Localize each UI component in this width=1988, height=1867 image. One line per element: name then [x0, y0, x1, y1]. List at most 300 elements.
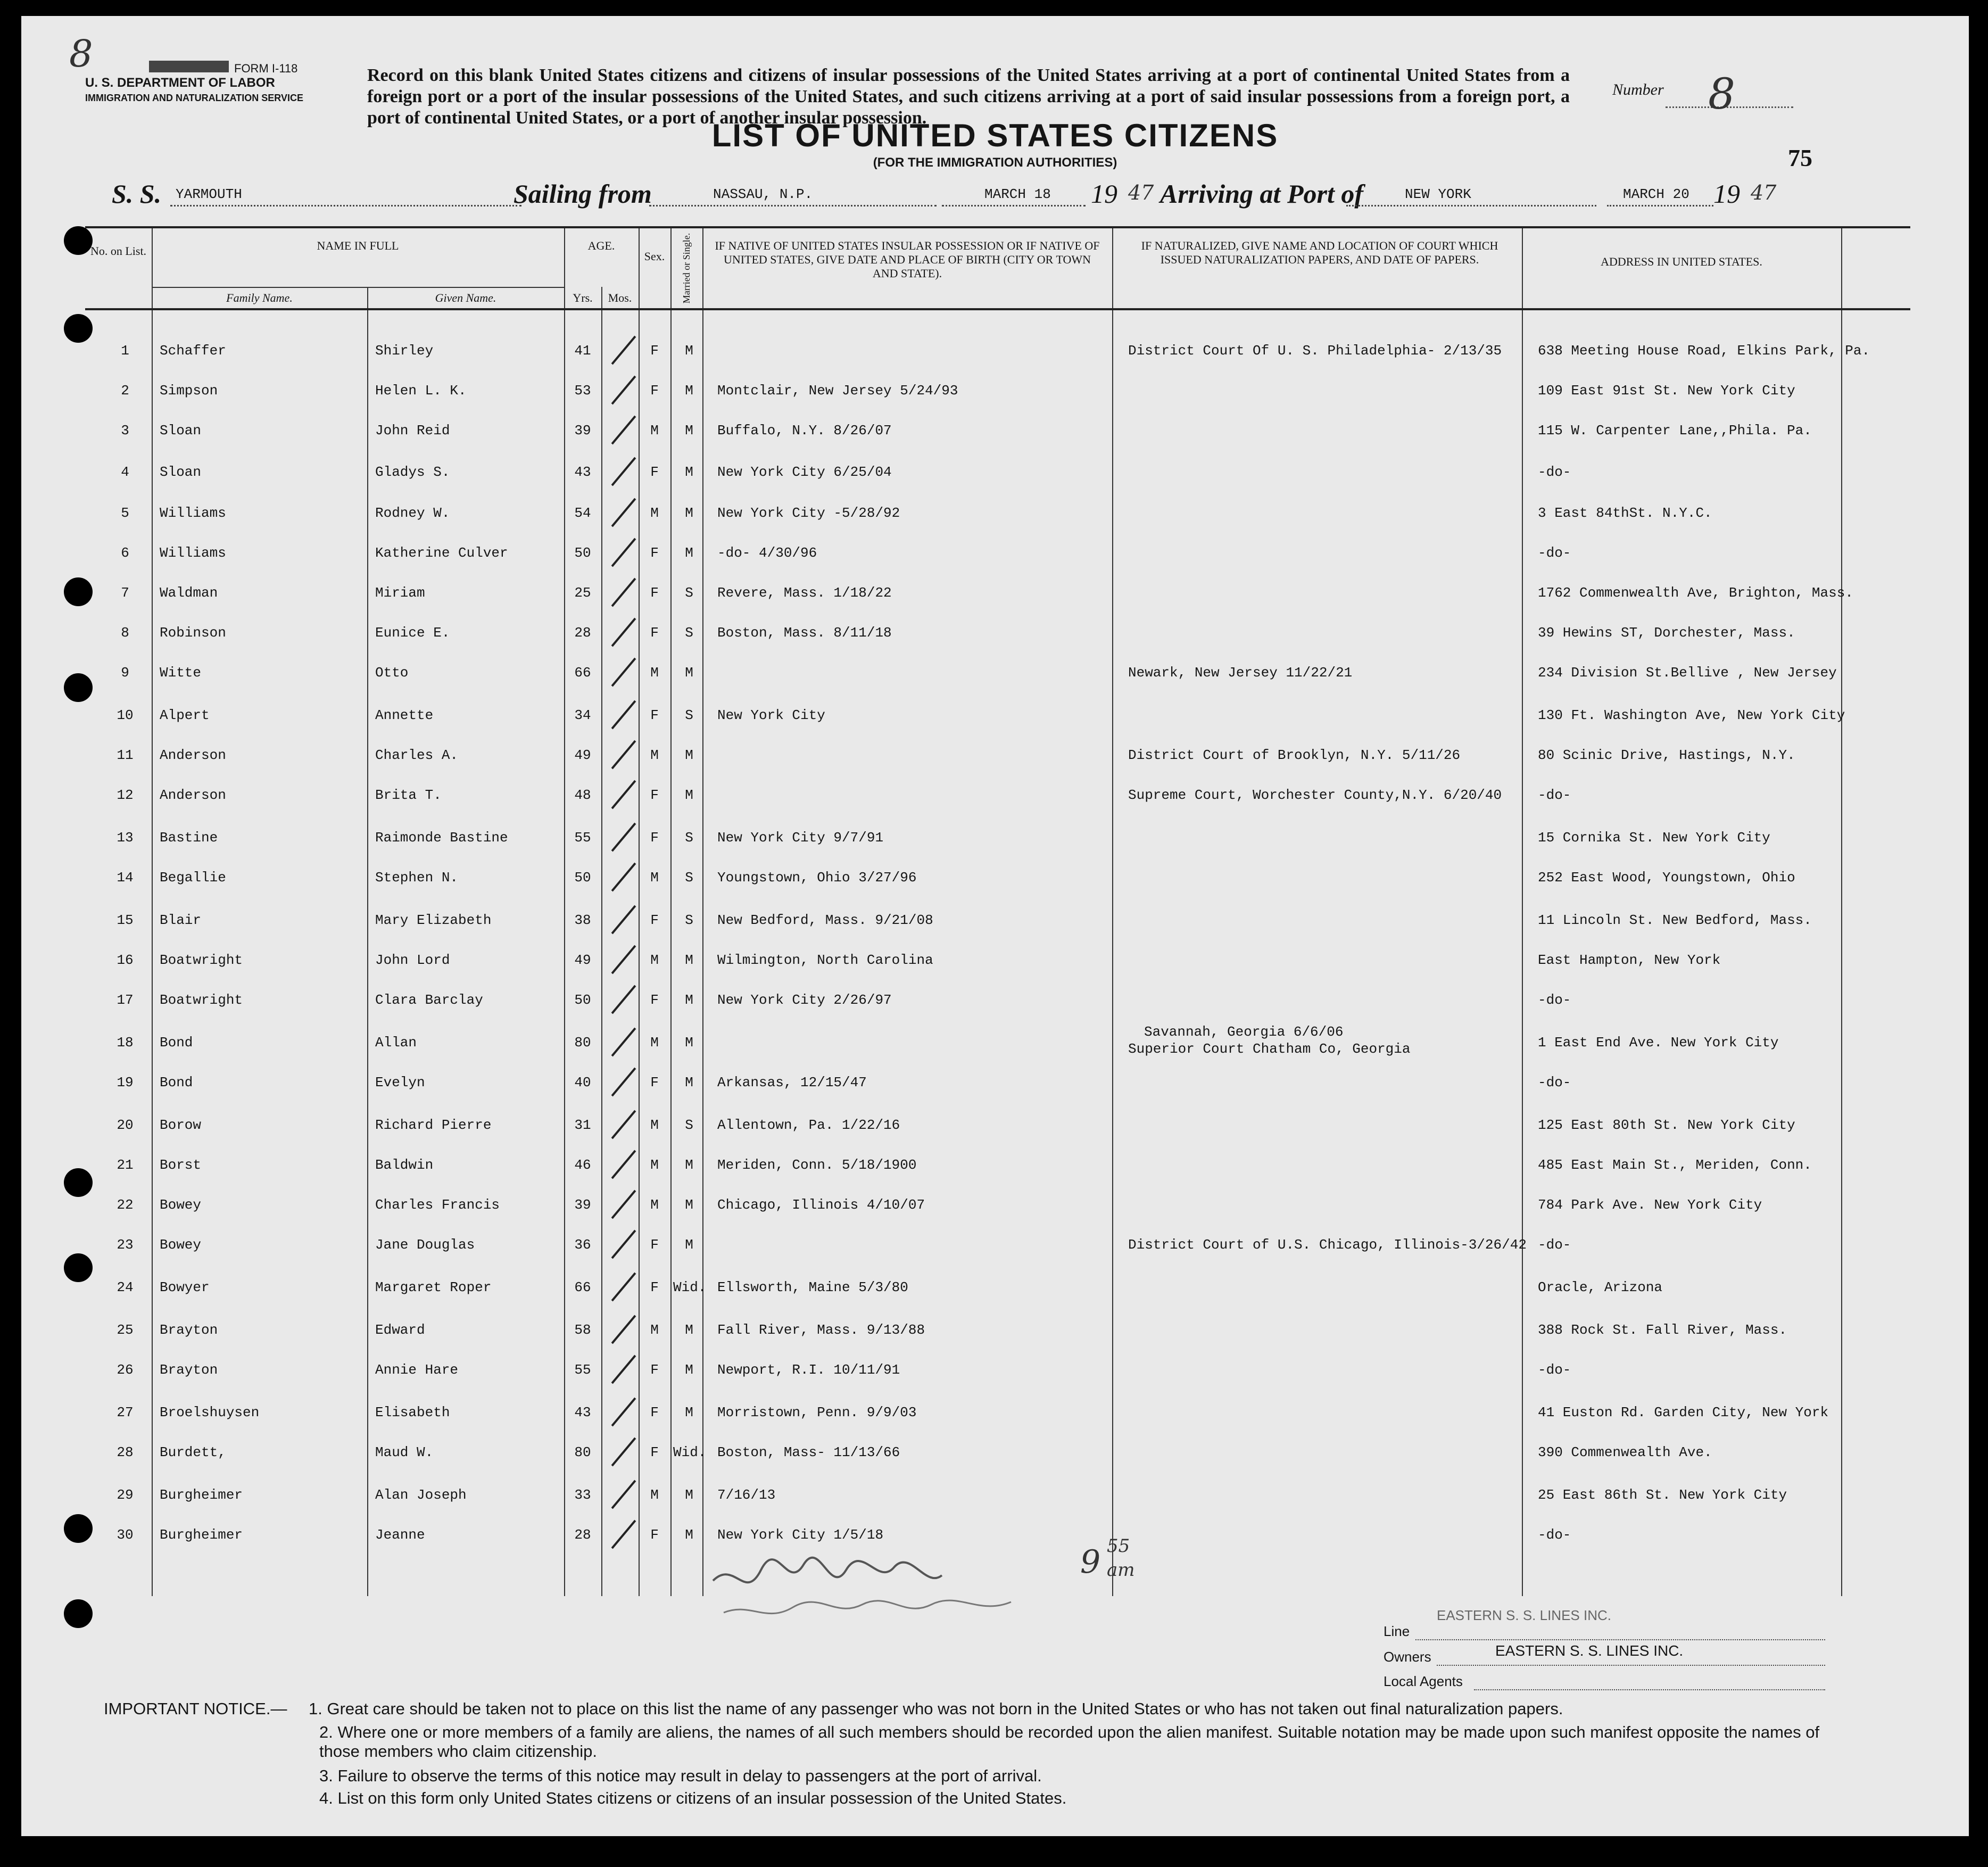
row-address: 252 East Wood, Youngstown, Ohio — [1538, 870, 1795, 886]
row-given-name: Richard Pierre — [375, 1117, 492, 1133]
row-address: 109 East 91st St. New York City — [1538, 383, 1795, 399]
row-marital-status: M — [685, 1527, 693, 1543]
row-family-name: Bond — [160, 1035, 193, 1051]
row-marital-status: M — [685, 1197, 693, 1213]
row-sex: F — [650, 585, 659, 601]
row-birthplace: -do- 4/30/96 — [717, 545, 817, 561]
row-given-name: Brita T. — [375, 787, 442, 803]
check-slash — [611, 863, 636, 892]
row-birthplace: Chicago, Illinois 4/10/07 — [717, 1197, 925, 1213]
row-marital-status: M — [685, 992, 693, 1008]
row-birthplace: New York City 6/25/04 — [717, 464, 892, 480]
check-slash — [611, 1438, 636, 1467]
passenger-table — [85, 226, 1910, 1596]
row-family-name: Anderson — [160, 747, 226, 763]
row-age-years: 39 — [574, 1197, 591, 1213]
row-marital-status: M — [685, 1487, 693, 1503]
row-address: East Hampton, New York — [1538, 952, 1721, 968]
punch-hole — [64, 1168, 93, 1197]
row-sex: M — [650, 1322, 659, 1338]
row-address: 390 Commenwealth Ave. — [1538, 1444, 1712, 1460]
sail-year-prefix: 19 — [1091, 179, 1117, 209]
line-value: EASTERN S. S. LINES INC. — [1437, 1607, 1611, 1623]
line-rule — [1415, 1639, 1825, 1640]
header-name-in-full: NAME IN FULL — [317, 239, 399, 252]
row-address: 3 East 84thSt. N.Y.C. — [1538, 505, 1712, 521]
row-marital-status: S — [685, 1117, 693, 1133]
punch-hole — [64, 226, 93, 255]
row-age-years: 66 — [574, 1279, 591, 1295]
row-given-name: Gladys S. — [375, 464, 450, 480]
row-given-name: Allan — [375, 1035, 417, 1051]
row-age-years: 80 — [574, 1035, 591, 1051]
row-marital-status: M — [685, 423, 693, 439]
row-age-years: 53 — [574, 383, 591, 399]
row-address: -do- — [1538, 787, 1571, 803]
row-sex: F — [650, 625, 659, 641]
row-given-name: Elisabeth — [375, 1405, 450, 1420]
row-number: 30 — [117, 1527, 134, 1543]
row-marital-status: S — [685, 625, 693, 641]
row-given-name: Miriam — [375, 585, 425, 601]
row-marital-status: M — [685, 464, 693, 480]
row-family-name: Anderson — [160, 787, 226, 803]
row-number: 5 — [121, 505, 129, 521]
row-family-name: Sloan — [160, 423, 202, 439]
check-slash — [611, 740, 636, 770]
row-family-name: Boatwright — [160, 952, 243, 968]
row-birthplace: New Bedford, Mass. 9/21/08 — [717, 912, 933, 928]
row-birthplace: New York City 2/26/97 — [717, 992, 892, 1008]
row-address: 1 East End Ave. New York City — [1538, 1035, 1779, 1051]
row-address: 25 East 86th St. New York City — [1538, 1487, 1787, 1503]
row-address: -do- — [1538, 1075, 1571, 1091]
check-slash — [611, 1068, 636, 1097]
row-given-name: Charles A. — [375, 747, 459, 763]
check-slash — [611, 1355, 636, 1384]
row-number: 7 — [121, 585, 129, 601]
row-number: 3 — [121, 423, 129, 439]
arrive-date-line — [1607, 205, 1713, 206]
ship-line — [170, 205, 521, 206]
check-slash — [611, 1150, 636, 1179]
row-sex: F — [650, 707, 659, 723]
row-number: 22 — [117, 1197, 134, 1213]
notice-heading: IMPORTANT NOTICE.— — [104, 1699, 287, 1718]
header-yrs: Yrs. — [573, 291, 593, 304]
row-address: 125 East 80th St. New York City — [1538, 1117, 1795, 1133]
check-slash — [611, 538, 636, 567]
service-name: IMMIGRATION AND NATURALIZATION SERVICE — [85, 93, 303, 103]
row-family-name: Burdett, — [160, 1444, 226, 1460]
row-age-years: 66 — [574, 665, 591, 681]
sailing-label: Sailing from — [513, 179, 652, 209]
row-sex: M — [650, 1197, 659, 1213]
punch-hole — [64, 314, 93, 343]
row-age-years: 28 — [574, 625, 591, 641]
row-address: 115 W. Carpenter Lane,,Phila. Pa. — [1538, 423, 1812, 439]
check-slash — [611, 336, 636, 365]
check-slash — [611, 1190, 636, 1219]
row-family-name: Williams — [160, 505, 226, 521]
arrive-year: 47 — [1751, 181, 1777, 204]
record-note: Record on this blank United States citizens and citizens of insular possessions of the United States arriving at a port of continental United States from a foreign port or a port of the insular possessions of the United States, and such citizens arriving at a port of said insular possessions from a foreign port, a port of continental United States, or a port of another insular possession. — [367, 65, 1570, 128]
row-naturalization: Newark, New Jersey 11/22/21 — [1128, 665, 1353, 681]
sail-year: 47 — [1128, 181, 1154, 204]
row-birthplace: Boston, Mass. 8/11/18 — [717, 625, 892, 641]
row-family-name: Boatwright — [160, 992, 243, 1008]
row-family-name: Blair — [160, 912, 202, 928]
form-code: FORM I-118 — [234, 62, 298, 75]
row-age-years: 43 — [574, 464, 591, 480]
row-number: 26 — [117, 1362, 134, 1378]
row-birthplace: Allentown, Pa. 1/22/16 — [717, 1117, 900, 1133]
row-birthplace: Revere, Mass. 1/18/22 — [717, 585, 892, 601]
row-age-years: 43 — [574, 1405, 591, 1420]
row-family-name: Begallie — [160, 870, 226, 886]
row-birthplace: New York City -5/28/92 — [717, 505, 900, 521]
row-family-name: Brayton — [160, 1322, 218, 1338]
row-birthplace: Buffalo, N.Y. 8/26/07 — [717, 423, 892, 439]
row-given-name: Katherine Culver — [375, 545, 508, 561]
row-sex: M — [650, 1157, 659, 1173]
row-marital-status: M — [685, 1075, 693, 1091]
row-given-name: John Reid — [375, 423, 450, 439]
row-number: 11 — [117, 747, 134, 763]
row-family-name: Brayton — [160, 1362, 218, 1378]
row-number: 6 — [121, 545, 129, 561]
row-sex: F — [650, 1237, 659, 1253]
check-slash — [611, 1230, 636, 1259]
punch-hole — [64, 1599, 93, 1628]
check-slash — [611, 1028, 636, 1057]
row-number: 28 — [117, 1444, 134, 1460]
row-age-years: 39 — [574, 423, 591, 439]
owners-rule — [1437, 1665, 1825, 1666]
punch-hole — [64, 673, 93, 702]
row-marital-status: M — [685, 952, 693, 968]
row-naturalization: District Court of U.S. Chicago, Illinois-3/26/42 — [1128, 1237, 1527, 1253]
header-married-single — [670, 234, 702, 303]
row-age-years: 80 — [574, 1444, 591, 1460]
row-number: 10 — [117, 707, 134, 723]
row-birthplace: Montclair, New Jersey 5/24/93 — [717, 383, 958, 399]
row-naturalization-court: Superior Court Chatham Co, Georgia — [1128, 1041, 1411, 1057]
row-sex: F — [650, 383, 659, 399]
row-family-name: Broelshuysen — [160, 1405, 260, 1420]
row-address: -do- — [1538, 464, 1571, 480]
row-address: -do- — [1538, 992, 1571, 1008]
header-given-name: Given Name. — [435, 291, 496, 304]
header-sex: Sex. — [644, 250, 665, 263]
header-native: IF NATIVE OF UNITED STATES INSULAR POSSESSION OR IF NATIVE OF UNITED STATES, GIVE DATE AND PLACE OF BIRTH (CITY OR TOWN AND STATE). — [715, 239, 1100, 280]
header-naturalized: IF NATURALIZED, GIVE NAME AND LOCATION OF COURT WHICH ISSUED NATURALIZATION PAPERS, AND DATE OF PAPERS. — [1141, 239, 1498, 266]
row-age-years: 33 — [574, 1487, 591, 1503]
row-birthplace: Youngstown, Ohio 3/27/96 — [717, 870, 917, 886]
row-given-name: Charles Francis — [375, 1197, 500, 1213]
signature-time-ampm: am — [1107, 1559, 1135, 1581]
row-marital-status: Wid. — [673, 1444, 707, 1460]
row-sex: F — [650, 1405, 659, 1420]
row-naturalization: District Court of Brooklyn, N.Y. 5/11/26 — [1128, 747, 1461, 763]
row-sex: F — [650, 1444, 659, 1460]
row-marital-status: M — [685, 1237, 693, 1253]
to-port: NEW YORK — [1405, 186, 1471, 202]
row-age-years: 34 — [574, 707, 591, 723]
row-address: -do- — [1538, 1362, 1571, 1378]
row-number: 19 — [117, 1075, 134, 1091]
row-birthplace: Fall River, Mass. 9/13/88 — [717, 1322, 925, 1338]
check-slash — [611, 1273, 636, 1302]
row-family-name: Burgheimer — [160, 1527, 243, 1543]
owners-label: Owners — [1384, 1649, 1431, 1665]
row-given-name: Shirley — [375, 343, 434, 359]
row-number: 2 — [121, 383, 129, 399]
corner-number: 8 — [69, 32, 93, 76]
arrive-year-prefix: 19 — [1713, 179, 1740, 209]
row-number: 24 — [117, 1279, 134, 1295]
row-number: 9 — [121, 665, 129, 681]
row-family-name: Alpert — [160, 707, 210, 723]
department-name: U. S. DEPARTMENT OF LABOR — [85, 76, 275, 90]
header-age: AGE. — [587, 239, 615, 252]
row-marital-status: M — [685, 1405, 693, 1420]
row-birthplace: New York City 1/5/18 — [717, 1527, 884, 1543]
row-sex: M — [650, 1117, 659, 1133]
row-address: 39 Hewins ST, Dorchester, Mass. — [1538, 625, 1795, 641]
row-age-years: 49 — [574, 952, 591, 968]
row-given-name: Stephen N. — [375, 870, 459, 886]
row-marital-status: M — [685, 505, 693, 521]
row-sex: F — [650, 1279, 659, 1295]
row-marital-status: M — [685, 1322, 693, 1338]
row-sex: F — [650, 912, 659, 928]
page-mark: 75 — [1788, 144, 1812, 171]
row-naturalization: Supreme Court, Worchester County,N.Y. 6/20/40 — [1128, 787, 1502, 803]
row-number: 1 — [121, 343, 129, 359]
row-sex: F — [650, 1075, 659, 1091]
row-marital-status: M — [685, 747, 693, 763]
row-sex: M — [650, 952, 659, 968]
arriving-label: Arriving at Port of — [1160, 179, 1363, 209]
row-sex: F — [650, 464, 659, 480]
header-married-text: Married or Single. — [681, 233, 692, 304]
row-birthplace: 7/16/13 — [717, 1487, 776, 1503]
page-subtitle: (FOR THE IMMIGRATION AUTHORITIES) — [873, 155, 1117, 170]
row-birthplace: New York City 9/7/91 — [717, 830, 884, 846]
check-slash — [611, 823, 636, 852]
row-family-name: Bowey — [160, 1237, 202, 1253]
row-marital-status: Wid. — [673, 1279, 707, 1295]
row-family-name: Bastine — [160, 830, 218, 846]
row-sex: F — [650, 830, 659, 846]
row-marital-status: S — [685, 707, 693, 723]
row-age-years: 48 — [574, 787, 591, 803]
row-age-years: 50 — [574, 870, 591, 886]
row-number: 25 — [117, 1322, 134, 1338]
row-family-name: Waldman — [160, 585, 218, 601]
row-sex: M — [650, 747, 659, 763]
row-age-years: 50 — [574, 545, 591, 561]
row-age-years: 55 — [574, 1362, 591, 1378]
row-age-years: 31 — [574, 1117, 591, 1133]
row-number: 29 — [117, 1487, 134, 1503]
row-address: 41 Euston Rd. Garden City, New York — [1538, 1405, 1829, 1420]
row-given-name: Helen L. K. — [375, 383, 467, 399]
page-title: LIST OF UNITED STATES CITIZENS — [711, 118, 1279, 153]
row-marital-status: S — [685, 870, 693, 886]
row-given-name: Raimonde Bastine — [375, 830, 508, 846]
row-marital-status: M — [685, 1362, 693, 1378]
notice-item-3: 3. Failure to observe the terms of this notice may result in delay to passengers at the port of arrival. — [319, 1766, 1042, 1785]
row-address: 11 Lincoln St. New Bedford, Mass. — [1538, 912, 1812, 928]
check-slash — [611, 376, 636, 405]
row-address: 15 Cornika St. New York City — [1538, 830, 1770, 846]
row-number: 27 — [117, 1405, 134, 1420]
department-block — [85, 76, 351, 105]
row-given-name: Mary Elizabeth — [375, 912, 492, 928]
row-given-name: Baldwin — [375, 1157, 434, 1173]
row-address: -do- — [1538, 1237, 1571, 1253]
row-marital-status: M — [685, 665, 693, 681]
notice-item-2: 2. Where one or more members of a family are aliens, the names of all such members should be recorded upon the alien manifest. Suitable notation may be made upon such manifest opposite the names of those members who claim citizenship. — [319, 1723, 1820, 1761]
row-given-name: Evelyn — [375, 1075, 425, 1091]
row-age-years: 50 — [574, 992, 591, 1008]
row-family-name: Borow — [160, 1117, 202, 1133]
ss-label: S. S. — [112, 179, 162, 209]
row-sex: M — [650, 1487, 659, 1503]
redaction-mark — [149, 61, 229, 72]
row-given-name: John Lord — [375, 952, 450, 968]
sail-date-line — [942, 205, 1086, 206]
row-sex: M — [650, 665, 659, 681]
row-sex: F — [650, 545, 659, 561]
row-address: 784 Park Ave. New York City — [1538, 1197, 1762, 1213]
row-marital-status: S — [685, 830, 693, 846]
row-birthplace: New York City — [717, 707, 825, 723]
row-marital-status: M — [685, 1157, 693, 1173]
row-address: Oracle, Arizona — [1538, 1279, 1663, 1295]
row-age-years: 36 — [574, 1237, 591, 1253]
row-family-name: Bowey — [160, 1197, 202, 1213]
row-given-name: Jeanne — [375, 1527, 425, 1543]
check-slash — [611, 1480, 636, 1509]
notice-item-1: 1. Great care should be taken not to place on this list the name of any passenger who was not born in the United States or who has not taken out final naturalization papers. — [309, 1699, 1563, 1718]
row-given-name: Margaret Roper — [375, 1279, 492, 1295]
check-slash — [611, 658, 636, 687]
row-marital-status: M — [685, 545, 693, 561]
row-address: 130 Ft. Washington Ave, New York City — [1538, 707, 1845, 723]
row-number: 14 — [117, 870, 134, 886]
punch-hole — [64, 1253, 93, 1282]
header-address: ADDRESS IN UNITED STATES. — [1601, 255, 1762, 268]
row-sex: M — [650, 505, 659, 521]
row-given-name: Rodney W. — [375, 505, 450, 521]
line-label: Line — [1384, 1623, 1410, 1639]
row-age-years: 55 — [574, 830, 591, 846]
row-address: 234 Division St.Bellive , New Jersey — [1538, 665, 1837, 681]
row-marital-status: S — [685, 912, 693, 928]
row-birthplace: Meriden, Conn. 5/18/1900 — [717, 1157, 917, 1173]
check-slash — [611, 1110, 636, 1139]
row-sex: F — [650, 1362, 659, 1378]
number-value: 8 — [1708, 69, 1735, 119]
row-family-name: Witte — [160, 665, 202, 681]
row-given-name: Otto — [375, 665, 409, 681]
row-family-name: Simpson — [160, 383, 218, 399]
check-slash — [611, 905, 636, 935]
row-age-years: 28 — [574, 1527, 591, 1543]
row-sex: F — [650, 1527, 659, 1543]
row-given-name: Annie Hare — [375, 1362, 459, 1378]
arrive-date: MARCH 20 — [1623, 186, 1689, 202]
row-given-name: Clara Barclay — [375, 992, 483, 1008]
from-line — [649, 205, 937, 206]
row-age-years: 40 — [574, 1075, 591, 1091]
notice-item-4: 4. List on this form only United States citizens or citizens of an insular possession of the United States. — [319, 1789, 1067, 1807]
row-age-years: 41 — [574, 343, 591, 359]
row-birthplace: Morristown, Penn. 9/9/03 — [717, 1405, 917, 1420]
row-address: -do- — [1538, 545, 1571, 561]
row-sex: M — [650, 870, 659, 886]
signature-time: 9 — [1080, 1543, 1101, 1581]
row-given-name: Jane Douglas — [375, 1237, 475, 1253]
row-birthplace: Ellsworth, Maine 5/3/80 — [717, 1279, 908, 1295]
row-given-name: Maud W. — [375, 1444, 434, 1460]
row-sex: F — [650, 343, 659, 359]
row-age-years: 58 — [574, 1322, 591, 1338]
check-slash — [611, 1315, 636, 1344]
row-family-name: Burgheimer — [160, 1487, 243, 1503]
row-number: 18 — [117, 1035, 134, 1051]
check-slash — [611, 578, 636, 607]
row-address: 80 Scinic Drive, Hastings, N.Y. — [1538, 747, 1795, 763]
row-number: 13 — [117, 830, 134, 846]
row-marital-status: M — [685, 1035, 693, 1051]
ship-name: YARMOUTH — [176, 186, 242, 202]
row-birthplace: Newport, R.I. 10/11/91 — [717, 1362, 900, 1378]
row-address: 388 Rock St. Fall River, Mass. — [1538, 1322, 1787, 1338]
row-age-years: 38 — [574, 912, 591, 928]
row-sex: F — [650, 787, 659, 803]
row-marital-status: M — [685, 787, 693, 803]
sail-date: MARCH 18 — [984, 186, 1051, 202]
row-number: 17 — [117, 992, 134, 1008]
check-slash — [611, 780, 636, 809]
header-mos: Mos. — [608, 291, 632, 304]
row-birthplace: Wilmington, North Carolina — [717, 952, 933, 968]
row-age-years: 54 — [574, 505, 591, 521]
header-family-name: Family Name. — [226, 291, 293, 304]
row-sex: M — [650, 1035, 659, 1051]
row-family-name: Bowyer — [160, 1279, 210, 1295]
row-family-name: Bond — [160, 1075, 193, 1091]
check-slash — [611, 1520, 636, 1549]
check-slash — [611, 416, 636, 445]
row-age-years: 49 — [574, 747, 591, 763]
row-number: 8 — [121, 625, 129, 641]
row-number: 12 — [117, 787, 134, 803]
manifest-page — [21, 16, 1969, 1836]
row-number: 21 — [117, 1157, 134, 1173]
row-number: 16 — [117, 952, 134, 968]
row-naturalization: District Court Of U. S. Philadelphia- 2/13/35 — [1128, 343, 1502, 359]
row-sex: M — [650, 423, 659, 439]
row-family-name: Williams — [160, 545, 226, 561]
row-number: 23 — [117, 1237, 134, 1253]
row-address: 638 Meeting House Road, Elkins Park, Pa. — [1538, 343, 1870, 359]
row-address: -do- — [1538, 1527, 1571, 1543]
